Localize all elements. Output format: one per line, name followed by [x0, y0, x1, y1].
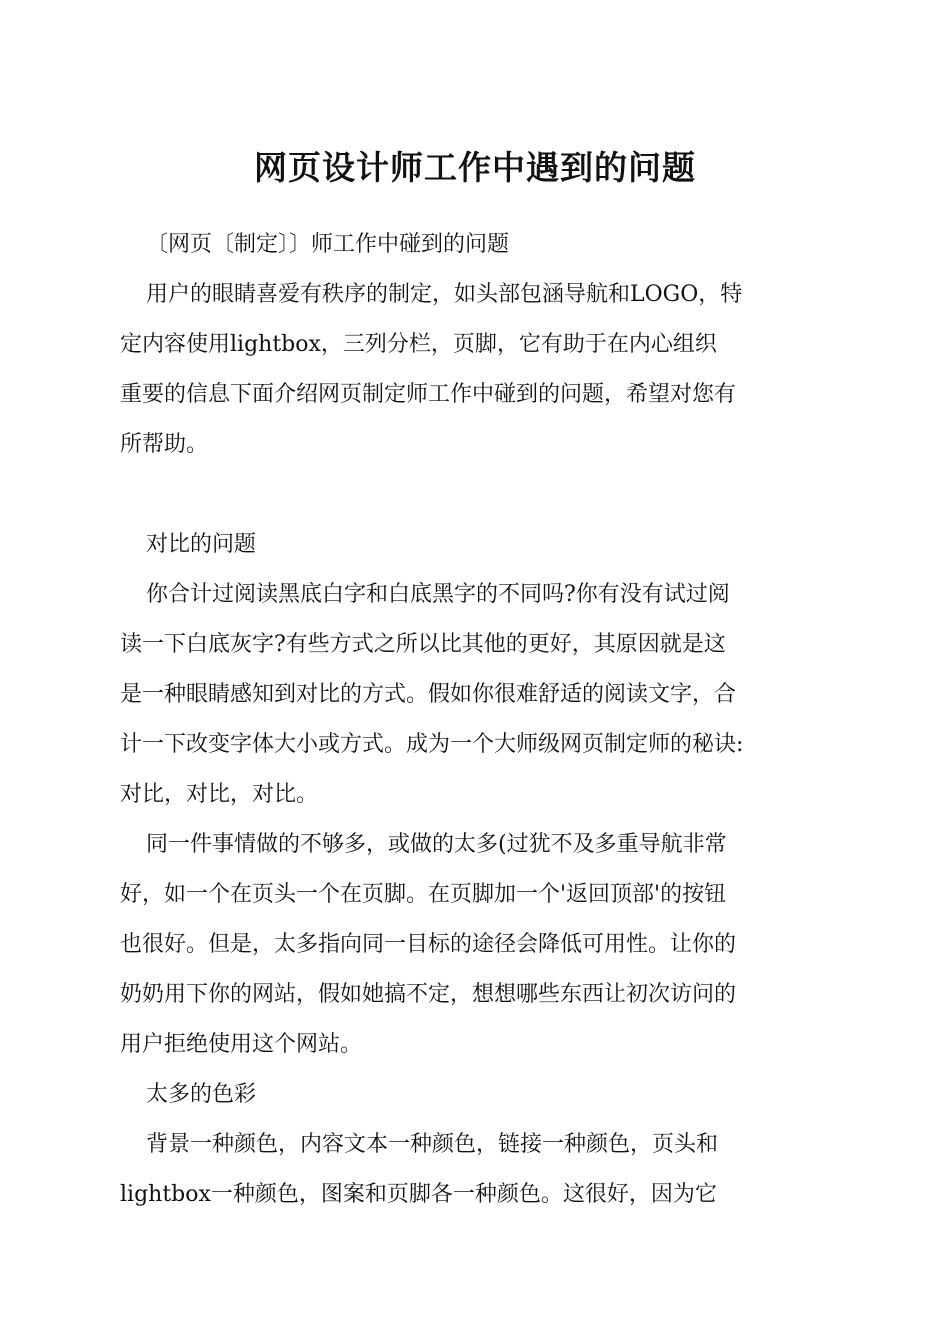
text-line: 好，如一个在页头一个在页脚。在页脚加一个'返回顶部'的按钮	[120, 882, 727, 907]
text-line: 也很好。但是，太多指向同一目标的途径会降低可用性。让你的	[120, 932, 737, 957]
text-line: 同一件事情做的不够多，或做的太多(过犹不及多重导航非常	[146, 832, 727, 857]
document-body	[120, 220, 840, 1220]
text-line: 计一下改变字体大小或方式。成为一个大师级网页制定师的秘诀:	[120, 732, 744, 757]
page-title: 网页设计师工作中遇到的问题	[254, 148, 696, 187]
text-line: 是一种眼睛感知到对比的方式。假如你很难舒适的阅读文字，合	[120, 682, 737, 707]
text-line: 读一下白底灰字?有些方式之所以比其他的更好，其原因就是这	[120, 632, 726, 657]
text-line: 对比，对比，对比。	[120, 782, 319, 807]
colors-paragraph	[120, 1120, 840, 1220]
paragraph-spacer	[120, 470, 840, 520]
text-line: 定内容使用lightbox，三列分栏，页脚，它有助于在内心组织	[120, 332, 717, 357]
section-heading-contrast: 对比的问题	[146, 532, 257, 557]
contrast-paragraph	[120, 570, 840, 820]
text-line: 用户的眼睛喜爱有秩序的制定，如头部包涵导航和LOGO，特	[146, 282, 743, 307]
text-line: 背景一种颜色，内容文本一种颜色，链接一种颜色，页头和	[146, 1132, 719, 1157]
text-line: 重要的信息下面介绍网页制定师工作中碰到的问题，希望对您有	[120, 382, 737, 407]
text-line: 所帮助。	[120, 432, 209, 457]
text-line: 奶奶用下你的网站，假如她搞不定，想想哪些东西让初次访问的	[120, 982, 737, 1007]
text-line: lightbox一种颜色，图案和页脚各一种颜色。这很好，因为它	[120, 1182, 717, 1207]
document-subtitle: 〔网页〔制定〕〕师工作中碰到的问题	[146, 232, 510, 257]
text-line: 用户拒绝使用这个网站。	[120, 1032, 363, 1057]
text-line: 你合计过阅读黑底白字和白底黑字的不同吗?你有没有试过阅	[146, 582, 730, 607]
section-heading-colors: 太多的色彩	[146, 1082, 257, 1107]
navigation-paragraph	[120, 820, 840, 1070]
intro-paragraph	[120, 270, 840, 470]
